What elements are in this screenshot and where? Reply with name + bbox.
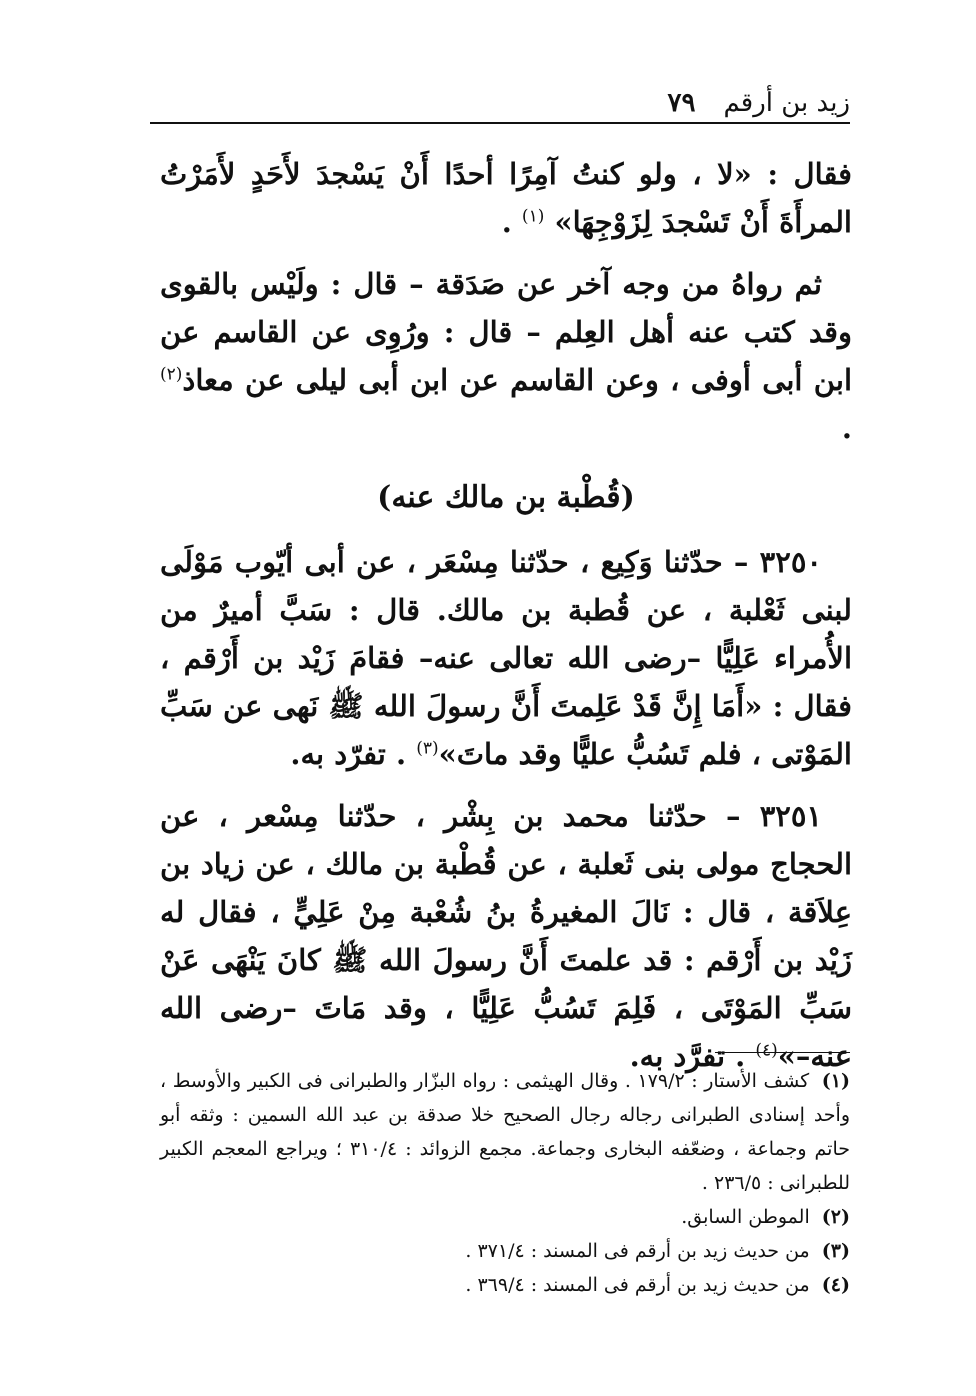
paragraph-2 <box>160 260 852 452</box>
footnote-divider <box>715 1052 850 1053</box>
footnote-number: (١) <box>821 1070 850 1092</box>
hadith-number-3250: ٣٢٥٠ <box>759 545 822 579</box>
hadith-number-3251: ٣٢٥١ <box>759 799 822 833</box>
main-text <box>160 150 852 1094</box>
section-heading: (قُطْبة بن مالك عنه) <box>377 480 635 515</box>
footnote-2 <box>160 1200 850 1234</box>
footnote-number: (٣) <box>821 1240 850 1262</box>
page-number: ٧٩ <box>667 88 696 118</box>
footnote-text: من حديث زيد بن أرقم فى المسند : ٣٧١/٤ . <box>465 1240 810 1262</box>
hadith-3250 <box>160 538 852 778</box>
footnote-number: (٢) <box>821 1206 850 1228</box>
paragraph-1-end: . <box>501 205 512 239</box>
footnote-number: (٤) <box>821 1274 850 1296</box>
footnote-ref-3: (٣) <box>416 738 439 759</box>
paragraph-2-end: . <box>841 411 852 445</box>
hadith-3251-end: . تفرَّد به. <box>629 1039 746 1073</box>
footnotes <box>160 1064 850 1302</box>
footnote-4 <box>160 1268 850 1302</box>
paragraph-1-text: فقال : «لا ، ولو كنتُ آمِرًا أحدًا أَنْ يَسْجدَ لأَحَدٍ لأَمَرْتُ المرأَةَ أَنْ تَسْجدَ لِزَوْجِهَا» <box>160 157 852 239</box>
footnote-text: من حديث زيد بن أرقم فى المسند : ٣٦٩/٤ . <box>465 1274 810 1296</box>
footnote-ref-1: (١) <box>521 206 545 227</box>
footnote-ref-2: (٢) <box>160 364 183 385</box>
hadith-3250-end: . تفرّد به. <box>290 737 407 771</box>
footnote-1 <box>160 1064 850 1200</box>
footnote-ref-4: (٤) <box>755 1040 778 1061</box>
hadith-3250-text: – حدّثنا وَكِيع ، حدّثنا مِسْعَر ، عن أبى أيّوب مَوْلَى لبنى ثَعْلبة ، عن قُطبة بن مالك. قال : سَبَّ أميرٌ من الأُمراء عَلِيًّا –رضى الله تعالى عنه– فقامَ زَيْد بن أَرْقم ، فقال : «أَمَا إِنَّ قَدْ عَلِمتَ أَنَّ رسولَ الله ﷺ نَهى عن سَبِّ المَوْتى ، فلم تَسُبُّ عليًّا وقد ماتَ» <box>160 545 852 771</box>
hadith-3251 <box>160 792 852 1080</box>
footnote-text: كشف الأستار : ١٧٩/٢ . وقال الهيثمى : رواه البزّار والطبرانى فى الكبير والأوسط ، وأحد إسنادى الطبرانى رجاله رجال الصحيح خلا صدقة بن عبد الله السمين : وثقه أبو حاتم وجماعة ، وضعّفه البخارى وجماعة. مجمع الزوائد : ٣١٠/٤ ؛ ويراجع المعجم الكبير للطبرانى : ٢٣٦/٥ . <box>160 1070 851 1194</box>
footnote-3 <box>160 1234 850 1268</box>
footnote-text: الموطن السابق. <box>681 1206 810 1228</box>
running-title: زيد بن أرقم <box>723 88 850 118</box>
paragraph-2-text: ثم رواهُ من وجه آخر عن صَدَقة – قال : ولَيْس بالقوى وقد كتب عنه أهل العِلم – قال : ورُوِى عن القاسم عن ابن أبى أوفى ، وعن القاسم عن ابن أبى ليلى عن معاذ <box>160 267 852 397</box>
hadith-3251-text: – حدّثنا محمد بن بِشْر ، حدّثنا مِسْعر ، عن الحجاج مولى بنى ثَعلبة ، عن قُطْبة بن مالك ، عن زياد بن عِلاَقة ، قال : نَالَ المغيرةُ بنُ شُعْبة مِنْ عَلِيٍّ ، فقال له زَيْد بن أَرْقم : قد علمتَ أَنَّ رسولَ الله ﷺ كانَ يَنْهَى عَنْ سَبِّ المَوْتَى ، فَلِمَ تَسُبُّ عَلِيًّا ، وقد مَاتَ –رضى الله عنه–» <box>160 799 852 1073</box>
paragraph-1 <box>160 150 852 246</box>
page-header <box>150 78 850 124</box>
